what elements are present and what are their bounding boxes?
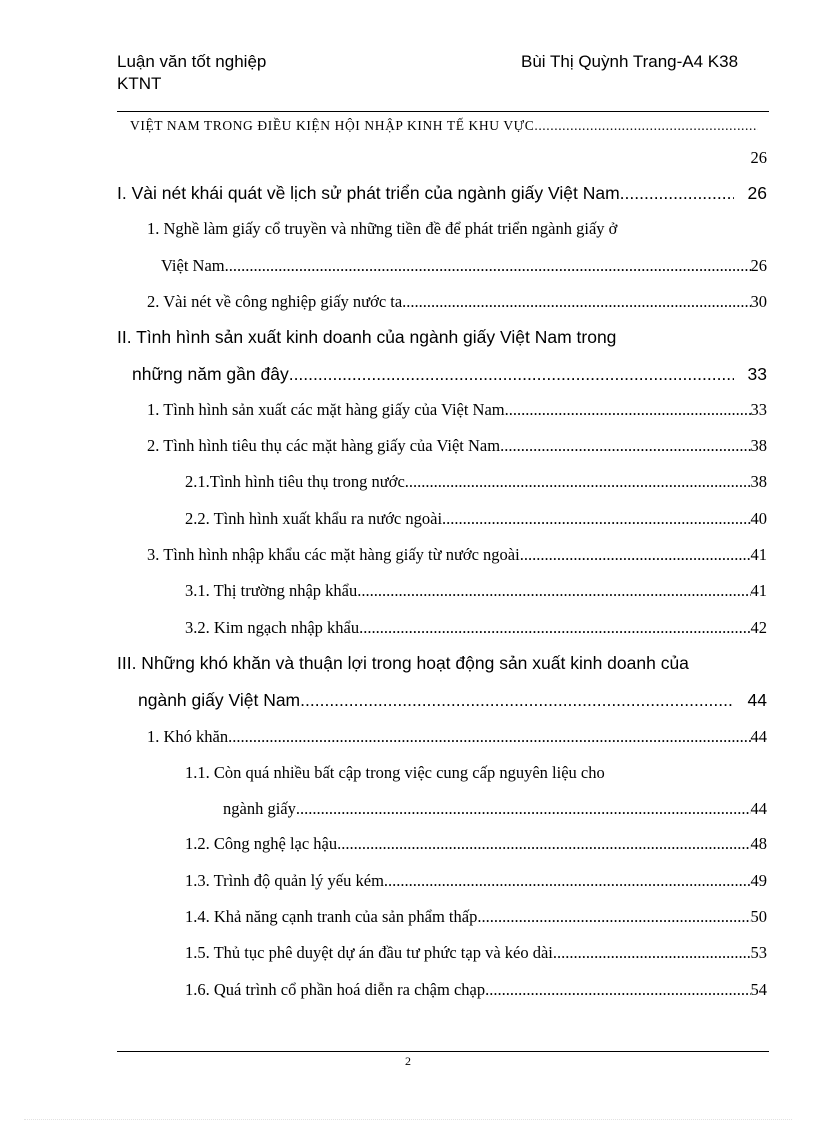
- toc-page-number: 44: [750, 799, 767, 818]
- toc-leader: [296, 799, 751, 819]
- page-edge-divider: [24, 1119, 792, 1120]
- toc-leader: [620, 183, 734, 204]
- toc-leader: [442, 509, 750, 529]
- toc-section-1: [117, 183, 767, 204]
- toc-section-3-line2: [138, 690, 767, 711]
- toc-entry-text: 1.1. Còn quá nhiều bất cập trong việc cung cấp nguyên liệu cho: [185, 763, 605, 782]
- toc-page-number: 48: [750, 834, 767, 853]
- toc-entry-text: 2. Vài nét về công nghiệp giấy nước ta: [147, 292, 403, 311]
- toc-section-3-line1: [117, 653, 776, 674]
- toc-entry-1-1-line2: [161, 256, 767, 276]
- toc-entry-1-2: [147, 292, 767, 312]
- toc-page-number: 26: [750, 148, 767, 167]
- toc-leader: [225, 256, 751, 276]
- toc-page-number: 42: [750, 618, 767, 637]
- toc-leader: [500, 436, 750, 456]
- toc-leader: [357, 581, 750, 601]
- toc-page-number: 54: [750, 980, 767, 999]
- toc-entry-text: 3.1. Thị trường nhập khẩu: [185, 581, 358, 600]
- toc-entry-3-1-5: [185, 943, 767, 963]
- toc-leader: [337, 834, 750, 854]
- toc-entry-3-1-4: [185, 907, 767, 927]
- toc-page-number: 41: [750, 581, 767, 600]
- toc-entry-text: Việt Nam: [161, 256, 225, 275]
- toc-page-number: 44: [750, 727, 767, 746]
- toc-leader: [534, 118, 758, 134]
- toc-leader: [505, 400, 751, 420]
- toc-leader: [359, 618, 750, 638]
- toc-entry-text: 3.2. Kim ngạch nhập khẩu: [185, 618, 360, 637]
- toc-entry-text: 1.5. Thủ tục phê duyệt dự án đầu tư phức tạp và kéo dài: [185, 943, 553, 962]
- toc-leader: [228, 727, 750, 747]
- toc-page-number: 30: [750, 292, 767, 311]
- toc-entry-3-1-2: [185, 834, 767, 854]
- toc-entry-3-1-3: [185, 871, 767, 891]
- toc-entry-text: 1. Khó khăn: [147, 727, 229, 746]
- toc-entry-3-1-6: [185, 980, 767, 1000]
- toc-leader: [384, 871, 751, 891]
- toc-leader: [477, 907, 750, 927]
- toc-page-number: 33: [747, 364, 767, 384]
- toc-entry-text: 2.2. Tình hình xuất khẩu ra nước ngoài: [185, 509, 443, 528]
- footer-page-number: 2: [405, 1054, 411, 1068]
- toc-entry-text: 2. Tình hình tiêu thụ các mặt hàng giấy của Việt Nam: [147, 436, 501, 455]
- toc-page-number: 53: [750, 943, 767, 962]
- toc-entry-text: 1.4. Khả năng cạnh tranh của sản phẩm thấp: [185, 907, 478, 926]
- toc-entry-text: VIỆT NAM TRONG ĐIỀU KIỆN HỘI NHẬP KINH TẾ KHU VỰC: [130, 118, 535, 133]
- toc-page-number: 41: [750, 545, 767, 564]
- toc-entry-text: 2.1.Tình hình tiêu thụ trong nước: [185, 472, 405, 491]
- toc-entry-text: 1.2. Công nghệ lạc hậu: [185, 834, 338, 853]
- toc-entry-1-1-line1: [147, 219, 767, 239]
- toc-entry-carry-page-line: [700, 148, 767, 168]
- toc-entry-text: II. Tình hình sản xuất kinh doanh của ngành giấy Việt Nam trong: [117, 327, 617, 347]
- toc-entry-3-1: [147, 727, 767, 747]
- toc-leader: [553, 943, 751, 963]
- toc-entry-2-3: [147, 545, 767, 565]
- toc-leader: [289, 364, 734, 385]
- toc-leader: [402, 292, 750, 312]
- toc-entry-text: 3. Tình hình nhập khẩu các mặt hàng giấy từ nước ngoài: [147, 545, 520, 564]
- toc-leader: [300, 690, 733, 711]
- header-right: Bùi Thị Quỳnh Trang-A4 K38: [521, 52, 739, 71]
- toc-leader: [520, 545, 751, 565]
- header-rule: [117, 111, 769, 112]
- toc-page-number: 38: [750, 436, 767, 455]
- toc-page-number: 40: [750, 509, 767, 528]
- toc-entry-2-3-1: [185, 581, 767, 601]
- toc-entry-text: ngành giấy: [223, 799, 296, 818]
- toc-page-number: 38: [750, 472, 767, 491]
- toc-entry-2-2: [147, 436, 767, 456]
- toc-page-number: 49: [750, 871, 767, 890]
- toc-page-number: 44: [747, 690, 767, 710]
- toc-entry-text: 1.3. Trình độ quản lý yếu kém: [185, 871, 384, 890]
- toc-entry-2-2-2: [185, 509, 767, 529]
- toc-entry-text: 1.6. Quá trình cổ phần hoá diễn ra chậm chạp: [185, 980, 486, 999]
- toc-entry-text: 1. Tình hình sản xuất các mặt hàng giấy của Việt Nam: [147, 400, 505, 419]
- toc-section-2-line2: [132, 364, 767, 385]
- toc-entry-carry: [130, 118, 758, 134]
- header-left-line1: Luận văn tốt nghiệp: [117, 52, 267, 71]
- toc-entry-2-1: [147, 400, 767, 420]
- toc-leader: [405, 472, 751, 492]
- toc-entry-text: 1. Nghề làm giấy cổ truyền và những tiền đề để phát triển ngành giấy ở: [147, 219, 618, 238]
- header-left-line2: KTNT: [117, 74, 162, 93]
- toc-entry-text: những năm gần đây: [132, 364, 289, 384]
- footer-rule: [117, 1051, 769, 1052]
- toc-entry-3-1-1-line1: [185, 763, 767, 783]
- toc-entry-text: ngành giấy Việt Nam: [138, 690, 301, 710]
- toc-section-2-line1: [117, 327, 767, 348]
- toc-entry-2-2-1: [185, 472, 767, 492]
- toc-entry-text: I. Vài nét khái quát về lịch sử phát triển của ngành giấy Việt Nam: [117, 183, 620, 203]
- toc-entry-text: III. Những khó khăn và thuận lợi trong hoạt động sản xuất kinh doanh của: [117, 653, 689, 673]
- toc-page-number: 26: [750, 256, 767, 275]
- toc-leader: [485, 980, 750, 1000]
- toc-page-number: 33: [750, 400, 767, 419]
- toc-page-number: 50: [750, 907, 767, 926]
- toc-page-number: 26: [747, 183, 767, 203]
- toc-entry-2-3-2: [185, 618, 767, 638]
- toc-entry-3-1-1-line2: [223, 799, 767, 819]
